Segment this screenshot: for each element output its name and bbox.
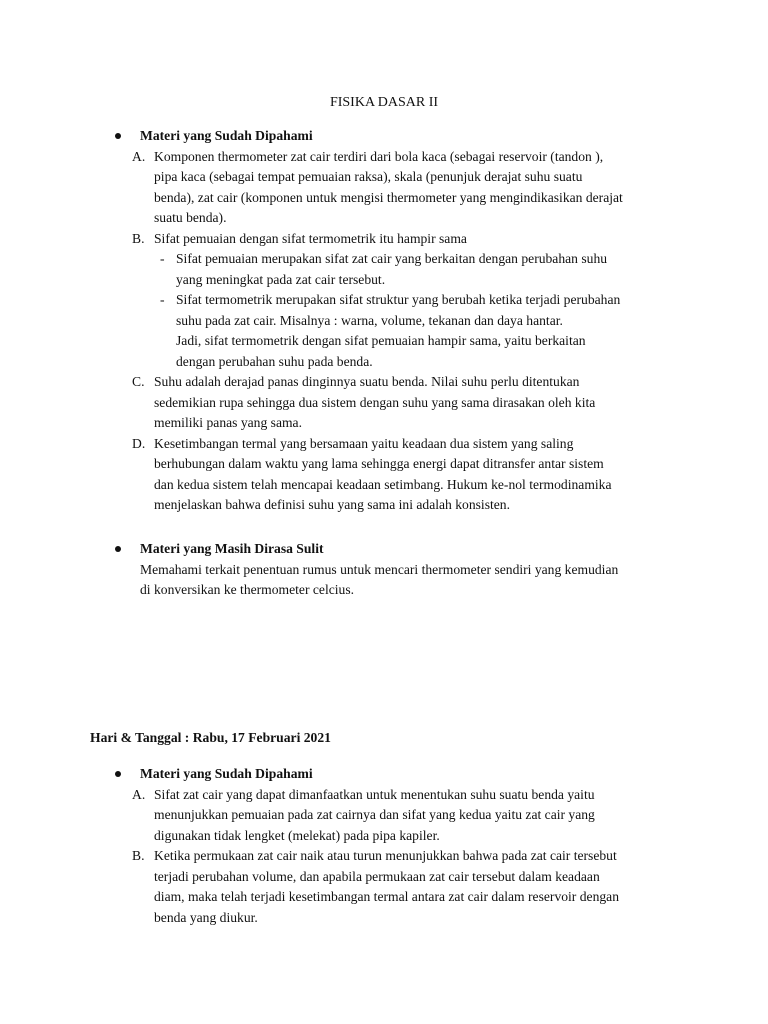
sub-item-line: Sifat pemuaian merupakan sifat zat cair yang berkaitan dengan perubahan suhu xyxy=(176,251,608,266)
list-item-line: terjadi perubahan volume, dan apabila permukaan zat cair tersebut dalam keadaan xyxy=(154,868,600,884)
list-item-line: diam, maka telah terjadi kesetimbangan termal antara zat cair dalam reservoir dengan xyxy=(154,889,619,904)
sub-item-1 xyxy=(90,249,690,290)
date-heading: Hari & Tanggal : Rabu, 17 Februari 2021 xyxy=(90,730,331,745)
sub-item-2 xyxy=(90,290,690,331)
conclusion-line: Jadi, sifat termometrik dengan sifat pemuaian hampir sama, yaitu berkaitan xyxy=(176,333,586,348)
list-item-line: Ketika permukaan zat cair naik atau turun menunjukkan bahwa pada zat cair tersebut xyxy=(154,848,617,863)
section-heading-text: Materi yang Sudah Dipahami xyxy=(140,128,313,143)
list-item-line: menunjukkan pemuaian pada zat cairnya dan sifat yang kedua yaitu zat cair yang xyxy=(154,807,595,822)
list-item-line: Komponen thermometer zat cair terdiri dari bola kaca (sebagai reservoir (tandon ), xyxy=(154,148,604,164)
list-item-line: benda), zat cair (komponen untuk mengisi thermometer yang mengindikasikan derajat xyxy=(154,189,623,205)
section-heading xyxy=(90,539,690,560)
list-marker: B. xyxy=(132,848,145,863)
list-marker: B. xyxy=(132,230,145,246)
list-item-line: memiliki panas yang sama. xyxy=(154,415,302,430)
dash-marker: - xyxy=(160,251,165,266)
list-item-line: benda yang diukur. xyxy=(154,909,258,925)
section-heading-text: Materi yang Masih Dirasa Sulit xyxy=(140,541,324,556)
list-item-line: digunakan tidak lengket (melekat) pada pipa kapiler. xyxy=(154,827,440,843)
list-item-b xyxy=(90,846,690,928)
list-item-line: Sifat pemuaian dengan sifat termometrik itu hampir sama xyxy=(154,230,467,246)
document-title: FISIKA DASAR II xyxy=(329,95,439,110)
list-item-d xyxy=(90,434,690,516)
sub-item-line: Sifat termometrik merupakan sifat struktur yang berubah ketika terjadi perubahan xyxy=(176,292,621,307)
list-marker: C. xyxy=(132,374,145,389)
list-item-line: suatu benda). xyxy=(154,210,227,225)
list-item-line: Kesetimbangan termal yang bersamaan yaitu keadaan dua sistem yang saling xyxy=(154,435,574,451)
difficult-paragraph xyxy=(90,560,690,601)
list-marker: A. xyxy=(132,148,146,164)
section-understood xyxy=(90,126,690,516)
bullet-icon xyxy=(115,771,121,777)
list-item-line: Suhu adalah derajad panas dinginnya suatu benda. Nilai suhu perlu ditentukan xyxy=(154,374,580,389)
section-heading xyxy=(90,126,690,147)
conclusion-paragraph xyxy=(90,331,690,372)
conclusion-line: dengan perubahan suhu pada benda. xyxy=(176,353,373,369)
list-item-line: menjelaskan bahwa definisi suhu yang sama ini adalah konsisten. xyxy=(154,497,510,512)
bullet-icon xyxy=(115,546,121,552)
list-marker: A. xyxy=(132,786,146,802)
dash-marker: - xyxy=(160,292,165,307)
list-item-b xyxy=(90,229,690,250)
section-heading xyxy=(90,764,690,785)
list-item-line: dan kedua sistem telah mencapai keadaan setimbang. Hukum ke-nol termodinamika xyxy=(154,476,612,492)
list-item-line: pipa kaca (sebagai tempat pemuaian raksa), skala (penunjuk derajat suhu suatu xyxy=(154,169,583,184)
list-item-a xyxy=(90,785,690,847)
sub-item-line: yang meningkat pada zat cair tersebut. xyxy=(176,271,386,287)
sub-item-line: suhu pada zat cair. Misalnya : warna, volume, tekanan dan daya hantar. xyxy=(176,312,563,328)
list-marker: D. xyxy=(132,435,146,451)
list-item-a xyxy=(90,147,690,229)
list-item-c xyxy=(90,372,690,434)
section-difficult xyxy=(90,539,690,601)
section-understood-2 xyxy=(90,764,690,928)
paragraph-line: Memahami terkait penentuan rumus untuk mencari thermometer sendiri yang kemudian xyxy=(140,561,619,577)
list-item-line: Sifat zat cair yang dapat dimanfaatkan untuk menentukan suhu suatu benda yaitu xyxy=(154,786,595,802)
paragraph-line: di konversikan ke thermometer celcius. xyxy=(140,582,355,597)
list-item-line: berhubungan dalam waktu yang lama sehingga energi dapat ditransfer antar sistem xyxy=(154,456,604,471)
section-heading-text: Materi yang Sudah Dipahami xyxy=(140,766,313,781)
bullet-icon xyxy=(115,133,121,139)
list-item-line: sedemikian rupa sehingga dua sistem dengan suhu yang sama dirasakan oleh kita xyxy=(154,394,596,410)
